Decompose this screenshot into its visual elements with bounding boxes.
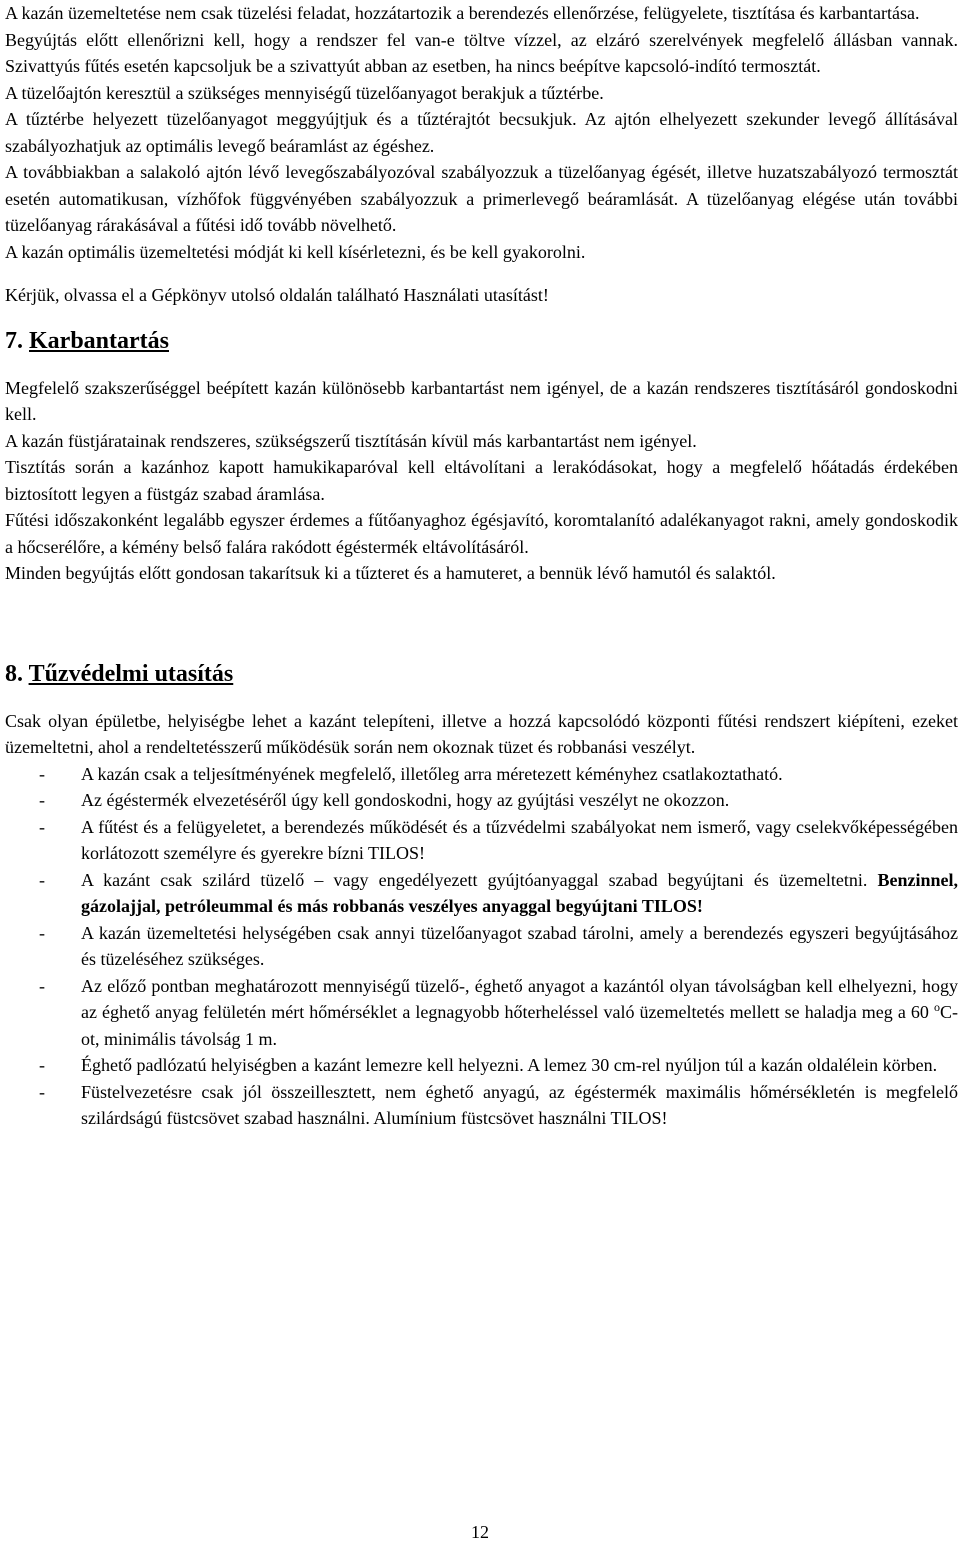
paragraph-maintenance-5: Minden begyújtás előtt gondosan takarítsuk ki a tűzteret és a hamuteret, a bennük lévő hamutól és salaktól. [5,563,776,583]
list-item-text: A kazánt csak szilárd tüzelő – vagy engedélyezett gyújtóanyaggal szabad begyújtani és üzemeltetni. [81,869,868,890]
list-item-text: Éghető padlózatú helyiségben a kazánt lemezre kell helyezni. A lemez 30 cm-rel nyúljon túl a kazán oldalélein körben. [81,1055,938,1075]
list-bullet: - [39,790,45,810]
degree-superscript: o [934,1000,940,1014]
paragraph-maintenance-2: A kazán füstjáratainak rendszeres, szükségszerű tisztításán kívül más karbantartást nem igényel. [5,430,697,451]
page-number: 12 [471,1522,489,1542]
section-8-title: Tűzvédelmi utasítás [28,660,234,687]
list-item [5,973,958,1053]
paragraph-maintenance-3: Tisztítás során a kazánhoz kapott hamukikaparóval kell eltávolítani a lerakódásokat, hogy a megfelelő hőátadás érdekében biztosított legyen a füstgáz szabad áramlása. [5,457,958,504]
notice-read-manual: Kérjük, olvassa el a Gépkönyv utolsó oldalán található Használati utasítást! [5,285,549,305]
list-item [5,814,958,867]
section-7-number: 7. [5,327,23,354]
list-item [5,787,958,814]
section-7-title: Karbantartás [29,327,169,354]
list-item-text: A fűtést és a felügyeletet, a berendezés működését és a tűzvédelmi szabályokat nem ismerő, vagy cselekvőképességében korlátozott személyre és gyerekre bízni TILOS! [81,816,958,863]
section-8-heading [5,657,958,691]
list-item [5,920,958,973]
paragraph-operation-intro: A kazán üzemeltetése nem csak tüzelési feladat, hozzátartozik a berendezés ellenőrzése, felügyelete, tisztítása és karbantartása. [5,3,920,23]
list-item-text-end: C-ot, minimális távolság 1 m. [81,1002,958,1049]
paragraph-loading-fuel: A tüzelőajtón keresztül a szükséges mennyiségű tüzelőanyagot berakjuk a tűztérbe. [5,82,604,103]
document-page [5,0,958,1132]
paragraph-fire-safety-intro: Csak olyan épületbe, helyiségbe lehet a kazánt telepíteni, illetve a hozzá kapcsolódó központi fűtési rendszert kiépíteni, ezeket üzemeltetni, ahol a rendeltetésszerű működésük során nem okoznak tüzet és robbanási veszélyt. [5,710,958,757]
list-bullet: - [39,922,45,943]
list-item [5,1079,958,1132]
list-bullet: - [39,763,45,784]
list-item-text: A kazán üzemeltetési helységében csak annyi tüzelőanyagot szabad tárolni, amely a berendezés egyszeri begyújtásához és tüzeléséhez szükséges. [81,922,958,969]
section-8-number: 8. [5,660,23,687]
list-item-text: Az előző pontban meghatározott mennyiségű tüzelő-, éghető anyagot a kazántól olyan távolságban kell elhelyezni, hogy az éghető anyag felületén mért hőmérséklet a legnagyobb hőterheléssel való üzemeltetés mellett se haladja meg a 60 [81,975,958,1022]
list-item-text: Az égéstermék elvezetéséről úgy kell gondoskodni, hogy az gyújtási veszélyt ne okozzon. [81,790,730,810]
paragraph-maintenance-1: Megfelelő szakszerűséggel beépített kazán különösebb karbantartást nem igényel, de a kazán rendszeres tisztításáról gondoskodni kell. [5,377,958,424]
fire-safety-list [5,761,958,1132]
paragraph-air-regulation: A továbbiakban a salakoló ajtón lévő levegőszabályozóval szabályozzuk a tüzelőanyag égését, illetve huzatszabályozó termosztát esetén automatikusan, vízhőfok függvényében szabályozzuk a primerlevegő beáramlását. A tüzelőanyag elégése után további tüzelőanyag rárakásával a fűtési idő tovább növelhető. [5,162,958,235]
list-item [5,761,958,788]
paragraph-ignite-fuel: A tűztérbe helyezett tüzelőanyagot meggyújtjuk és a tűztérajtót becsukjuk. Az ajtón elhelyezett szekunder levegő állításával szabályozhatjuk az optimális levegő beáramlást az égéshez. [5,109,958,156]
list-item-warning: Benzinnel, gázolajjal, petróleummal és más robbanás veszélyes anyaggal begyújtani TILOS! [81,869,959,916]
list-bullet: - [39,1081,45,1102]
paragraph-optimal-operation: A kazán optimális üzemeltetési módját ki kell kísérletezni, és be kell gyakorolni. [5,241,586,262]
list-bullet: - [39,869,45,890]
list-bullet: - [39,1055,45,1075]
paragraph-ignition-check: Begyújtás előtt ellenőrizni kell, hogy a rendszer fel van-e töltve vízzel, az elzáró szerelvények megfelelő állásban vannak. Szivattyús fűtés esetén kapcsoljuk be a szivattyút abban az esetben, ha nincs beépítve kapcsoló-indító termosztát. [5,29,958,76]
paragraph-maintenance-4: Fűtési időszakonként legalább egyszer érdemes a fűtőanyaghoz égésjavító, koromtalanító adalékanyagot rakni, amely gondoskodik a hőcserélőre, a kémény belső falára rakódott égéstermék eltávolításáról. [5,510,958,557]
list-bullet: - [39,816,45,837]
list-item [5,867,958,920]
list-item [5,1052,958,1079]
list-bullet: - [39,975,45,996]
list-item-text: Füstelvezetésre csak jól összeillesztett, nem éghető anyagú, az égéstermék maximális hőmérsékletén is megfelelő szilárdságú füstcsövet szabad használni. Alumínium füstcsövet használni TILOS! [81,1081,958,1128]
section-7-heading [5,324,958,358]
list-item-text: A kazán csak a teljesítményének megfelelő, illetőleg arra méretezett kéményhez csatlakoztatható. [81,763,783,784]
